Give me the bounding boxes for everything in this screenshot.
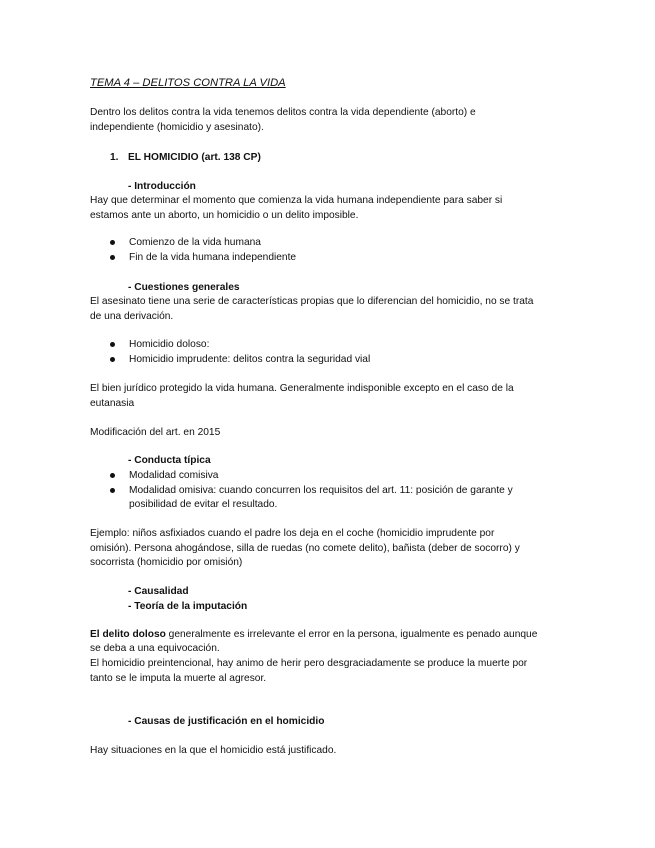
introduccion-text-1: Hay que determinar el momento que comienza la vida humana independiente para saber si: [90, 195, 503, 206]
introduccion-bullet-1: Comienzo de la vida humana: [129, 237, 261, 248]
preintencional-line-2: tanto se le imputa la muerte al agresor.: [90, 673, 267, 684]
conducta-heading: - Conducta típica: [128, 455, 211, 466]
cuestiones-bullet-2: Homicidio imprudente: delitos contra la seguridad vial: [129, 354, 371, 365]
bullet-icon: [110, 473, 115, 478]
conducta-bullet-2-line-1: Modalidad omisiva: cuando concurren los requisitos del art. 11: posición de garante y: [129, 485, 513, 496]
ejemplo-line-3: socorrista (homicidio por omisión): [90, 557, 243, 568]
cuestiones-bullet-1: Homicidio doloso:: [129, 339, 210, 350]
cuestiones-text-1: El asesinato tiene una serie de características propias que lo diferencian del homicidio, no se trata: [90, 296, 534, 307]
bien-juridico-line-1: El bien jurídico protegido la vida humana. Generalmente indisponible excepto en el caso de la: [90, 383, 514, 394]
causas-text: Hay situaciones en la que el homicidio está justificado.: [90, 745, 337, 756]
bullet-icon: [110, 342, 115, 347]
intro-line-1: Dentro los delitos contra la vida tenemos delitos contra la vida dependiente (aborto) e: [90, 107, 476, 118]
imputacion-heading: - Teoría de la imputación: [128, 601, 248, 612]
conducta-bullet-1: Modalidad comisiva: [129, 470, 219, 481]
bullet-icon: [110, 488, 115, 493]
cuestiones-heading: - Cuestiones generales: [128, 282, 240, 293]
introduccion-heading: - Introducción: [128, 181, 196, 192]
doloso-bold-term: El delito doloso: [90, 629, 166, 640]
section-heading: EL HOMICIDIO (art. 138 CP): [128, 152, 261, 163]
bullet-icon: [110, 357, 115, 362]
causas-heading: - Causas de justificación en el homicidio: [128, 716, 325, 727]
intro-line-2: independiente (homicidio y asesinato).: [90, 122, 264, 133]
doloso-rest: generalmente es irrelevante el error en la persona, igualmente es penado aunque: [165, 629, 538, 640]
bullet-icon: [110, 255, 115, 260]
document-title: TEMA 4 – DELITOS CONTRA LA VIDA: [90, 77, 286, 89]
introduccion-bullet-2: Fin de la vida humana independiente: [129, 252, 297, 263]
cuestiones-text-2: de una derivación.: [90, 311, 174, 322]
bullet-icon: [110, 240, 115, 245]
causalidad-heading: - Causalidad: [128, 586, 189, 597]
conducta-bullet-2-line-2: posibilidad de evitar el resultado.: [129, 499, 278, 510]
modificacion-line: Modificación del art. en 2015: [90, 427, 221, 438]
bien-juridico-line-2: eutanasia: [90, 398, 135, 409]
ejemplo-line-2: omisión). Persona ahogándose, silla de ruedas (no comete delito), bañista (deber de socorro) y: [90, 543, 520, 554]
doloso-line-2: se deba a una equivocación.: [90, 643, 220, 654]
section-number: 1.: [110, 152, 119, 163]
introduccion-text-2: estamos ante un aborto, un homicidio o un delito imposible.: [90, 210, 359, 221]
ejemplo-line-1: Ejemplo: niños asfixiados cuando el padre los deja en el coche (homicidio imprudente por: [90, 528, 495, 539]
doloso-line-1: [90, 629, 537, 641]
preintencional-line-1: El homicidio preintencional, hay animo de herir pero desgraciadamente se produce la muerte por: [90, 658, 528, 669]
